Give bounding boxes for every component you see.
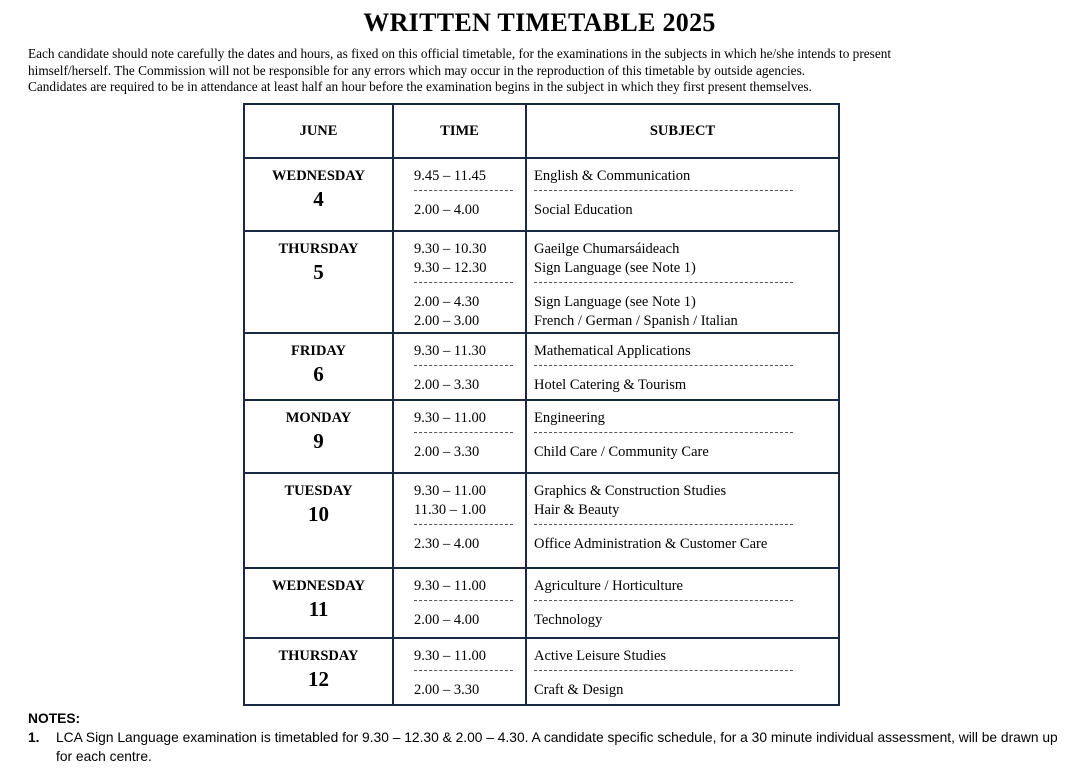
session-divider — [534, 190, 793, 197]
day-cell — [244, 400, 393, 473]
day-date: 12 — [308, 667, 329, 691]
session-time: 9.45 – 11.45 — [414, 168, 486, 184]
day-cell — [244, 158, 393, 231]
intro-line: Candidates are required to be in attendance at least half an hour before the examination begins in the subject in which they first present themselves. — [28, 79, 812, 94]
session-time: 2.00 – 3.30 — [414, 682, 480, 698]
note-item — [28, 728, 1068, 766]
subject-cell — [526, 400, 839, 473]
day-cell — [244, 231, 393, 333]
session-subject: Social Education — [534, 202, 633, 218]
subject-cell — [526, 158, 839, 231]
day-name: THURSDAY — [278, 648, 359, 664]
day-cell — [244, 568, 393, 638]
timetable-body — [244, 158, 839, 705]
intro-paragraph — [28, 46, 1058, 96]
time-header: TIME — [393, 104, 526, 158]
session-subject: Gaeilge Chumarsáideach — [534, 241, 680, 257]
subject-cell — [526, 333, 839, 400]
time-cell — [393, 473, 526, 568]
session-time: 2.00 – 4.30 — [414, 294, 480, 310]
session-time: 11.30 – 1.00 — [414, 502, 486, 518]
session-time: 9.30 – 11.00 — [414, 578, 486, 594]
subject-header: SUBJECT — [526, 104, 839, 158]
session-divider — [414, 190, 513, 197]
session-subject: Graphics & Construction Studies — [534, 483, 727, 499]
day-date: 5 — [313, 260, 324, 284]
day-date: 11 — [308, 597, 329, 621]
session-time: 2.00 – 3.00 — [414, 313, 480, 329]
day-date: 6 — [313, 362, 324, 386]
session-time: 9.30 – 11.00 — [414, 483, 486, 499]
session-subject: Active Leisure Studies — [534, 648, 667, 664]
session-divider — [414, 365, 513, 372]
subject-cell — [526, 638, 839, 705]
day-name: WEDNESDAY — [272, 578, 365, 594]
session-time: 2.30 – 4.00 — [414, 536, 480, 552]
timetable — [243, 103, 840, 706]
intro-line: himself/herself. The Commission will not be responsible for any errors which may occur in the reproduction of this timetable by outside agencies. — [28, 62, 806, 78]
session-subject: Engineering — [534, 410, 605, 426]
notes-heading: NOTES: — [28, 711, 81, 726]
session-divider — [414, 282, 513, 289]
session-subject: Hotel Catering & Tourism — [534, 377, 687, 393]
session-time: 2.00 – 3.30 — [414, 377, 480, 393]
session-divider — [414, 524, 513, 531]
timetable-row — [244, 473, 839, 568]
session-divider — [414, 670, 513, 677]
day-name: THURSDAY — [278, 241, 359, 257]
day-cell — [244, 473, 393, 568]
time-cell — [393, 568, 526, 638]
session-divider — [534, 432, 793, 439]
session-subject: Craft & Design — [534, 682, 624, 698]
note-number: 1. — [28, 730, 40, 745]
note-text: LCA Sign Language examination is timetabled for 9.30 – 12.30 & 2.00 – 4.30. A candidate specific schedule, for a 30 minute individual assessment, will be drawn up for each centre. — [56, 730, 1058, 764]
month-header: JUNE — [244, 104, 393, 158]
day-date: 4 — [313, 187, 324, 211]
day-cell — [244, 638, 393, 705]
day-name: MONDAY — [285, 410, 352, 426]
timetable-row — [244, 231, 839, 333]
notes-section — [28, 709, 1068, 766]
time-cell — [393, 231, 526, 333]
session-time: 2.00 – 3.30 — [414, 444, 480, 460]
session-time: 9.30 – 11.30 — [414, 343, 486, 359]
timetable-row — [244, 333, 839, 400]
session-subject: Hair & Beauty — [534, 502, 620, 518]
timetable-row — [244, 638, 839, 705]
subject-cell — [526, 473, 839, 568]
session-subject: Office Administration & Customer Care — [534, 536, 768, 552]
session-subject: Sign Language (see Note 1) — [534, 260, 696, 276]
session-divider — [534, 365, 793, 372]
session-divider — [534, 524, 793, 531]
time-cell — [393, 638, 526, 705]
session-subject: English & Communication — [534, 168, 691, 184]
day-cell — [244, 333, 393, 400]
subject-cell — [526, 231, 839, 333]
session-subject: Child Care / Community Care — [534, 444, 709, 460]
session-subject: French / German / Spanish / Italian — [534, 313, 738, 329]
session-time: 9.30 – 12.30 — [414, 260, 487, 276]
session-time: 9.30 – 10.30 — [414, 241, 487, 257]
session-subject: Agriculture / Horticulture — [534, 578, 683, 594]
time-cell — [393, 400, 526, 473]
page-title: WRITTEN TIMETABLE 2025 — [363, 8, 716, 37]
time-cell — [393, 333, 526, 400]
day-date: 10 — [308, 502, 329, 526]
day-name: FRIDAY — [290, 343, 347, 359]
session-subject: Mathematical Applications — [534, 343, 691, 359]
timetable-row — [244, 158, 839, 231]
session-time: 9.30 – 11.00 — [414, 410, 486, 426]
day-name: TUESDAY — [284, 483, 353, 499]
timetable-header-row — [244, 104, 839, 158]
session-divider — [534, 670, 793, 677]
session-subject: Technology — [534, 612, 603, 628]
session-divider — [414, 600, 513, 607]
intro-line: Each candidate should note carefully the dates and hours, as fixed on this official timetable, for the examinations in the subjects in which he/she intends to present — [28, 46, 892, 61]
timetable-row — [244, 568, 839, 638]
timetable-row — [244, 400, 839, 473]
session-time: 9.30 – 11.00 — [414, 648, 486, 664]
session-divider — [534, 282, 793, 289]
session-divider — [414, 432, 513, 439]
session-time: 2.00 – 4.00 — [414, 202, 480, 218]
session-divider — [534, 600, 793, 607]
day-date: 9 — [313, 429, 324, 453]
subject-cell — [526, 568, 839, 638]
session-subject: Sign Language (see Note 1) — [534, 294, 696, 310]
session-time: 2.00 – 4.00 — [414, 612, 480, 628]
time-cell — [393, 158, 526, 231]
day-name: WEDNESDAY — [272, 168, 365, 184]
